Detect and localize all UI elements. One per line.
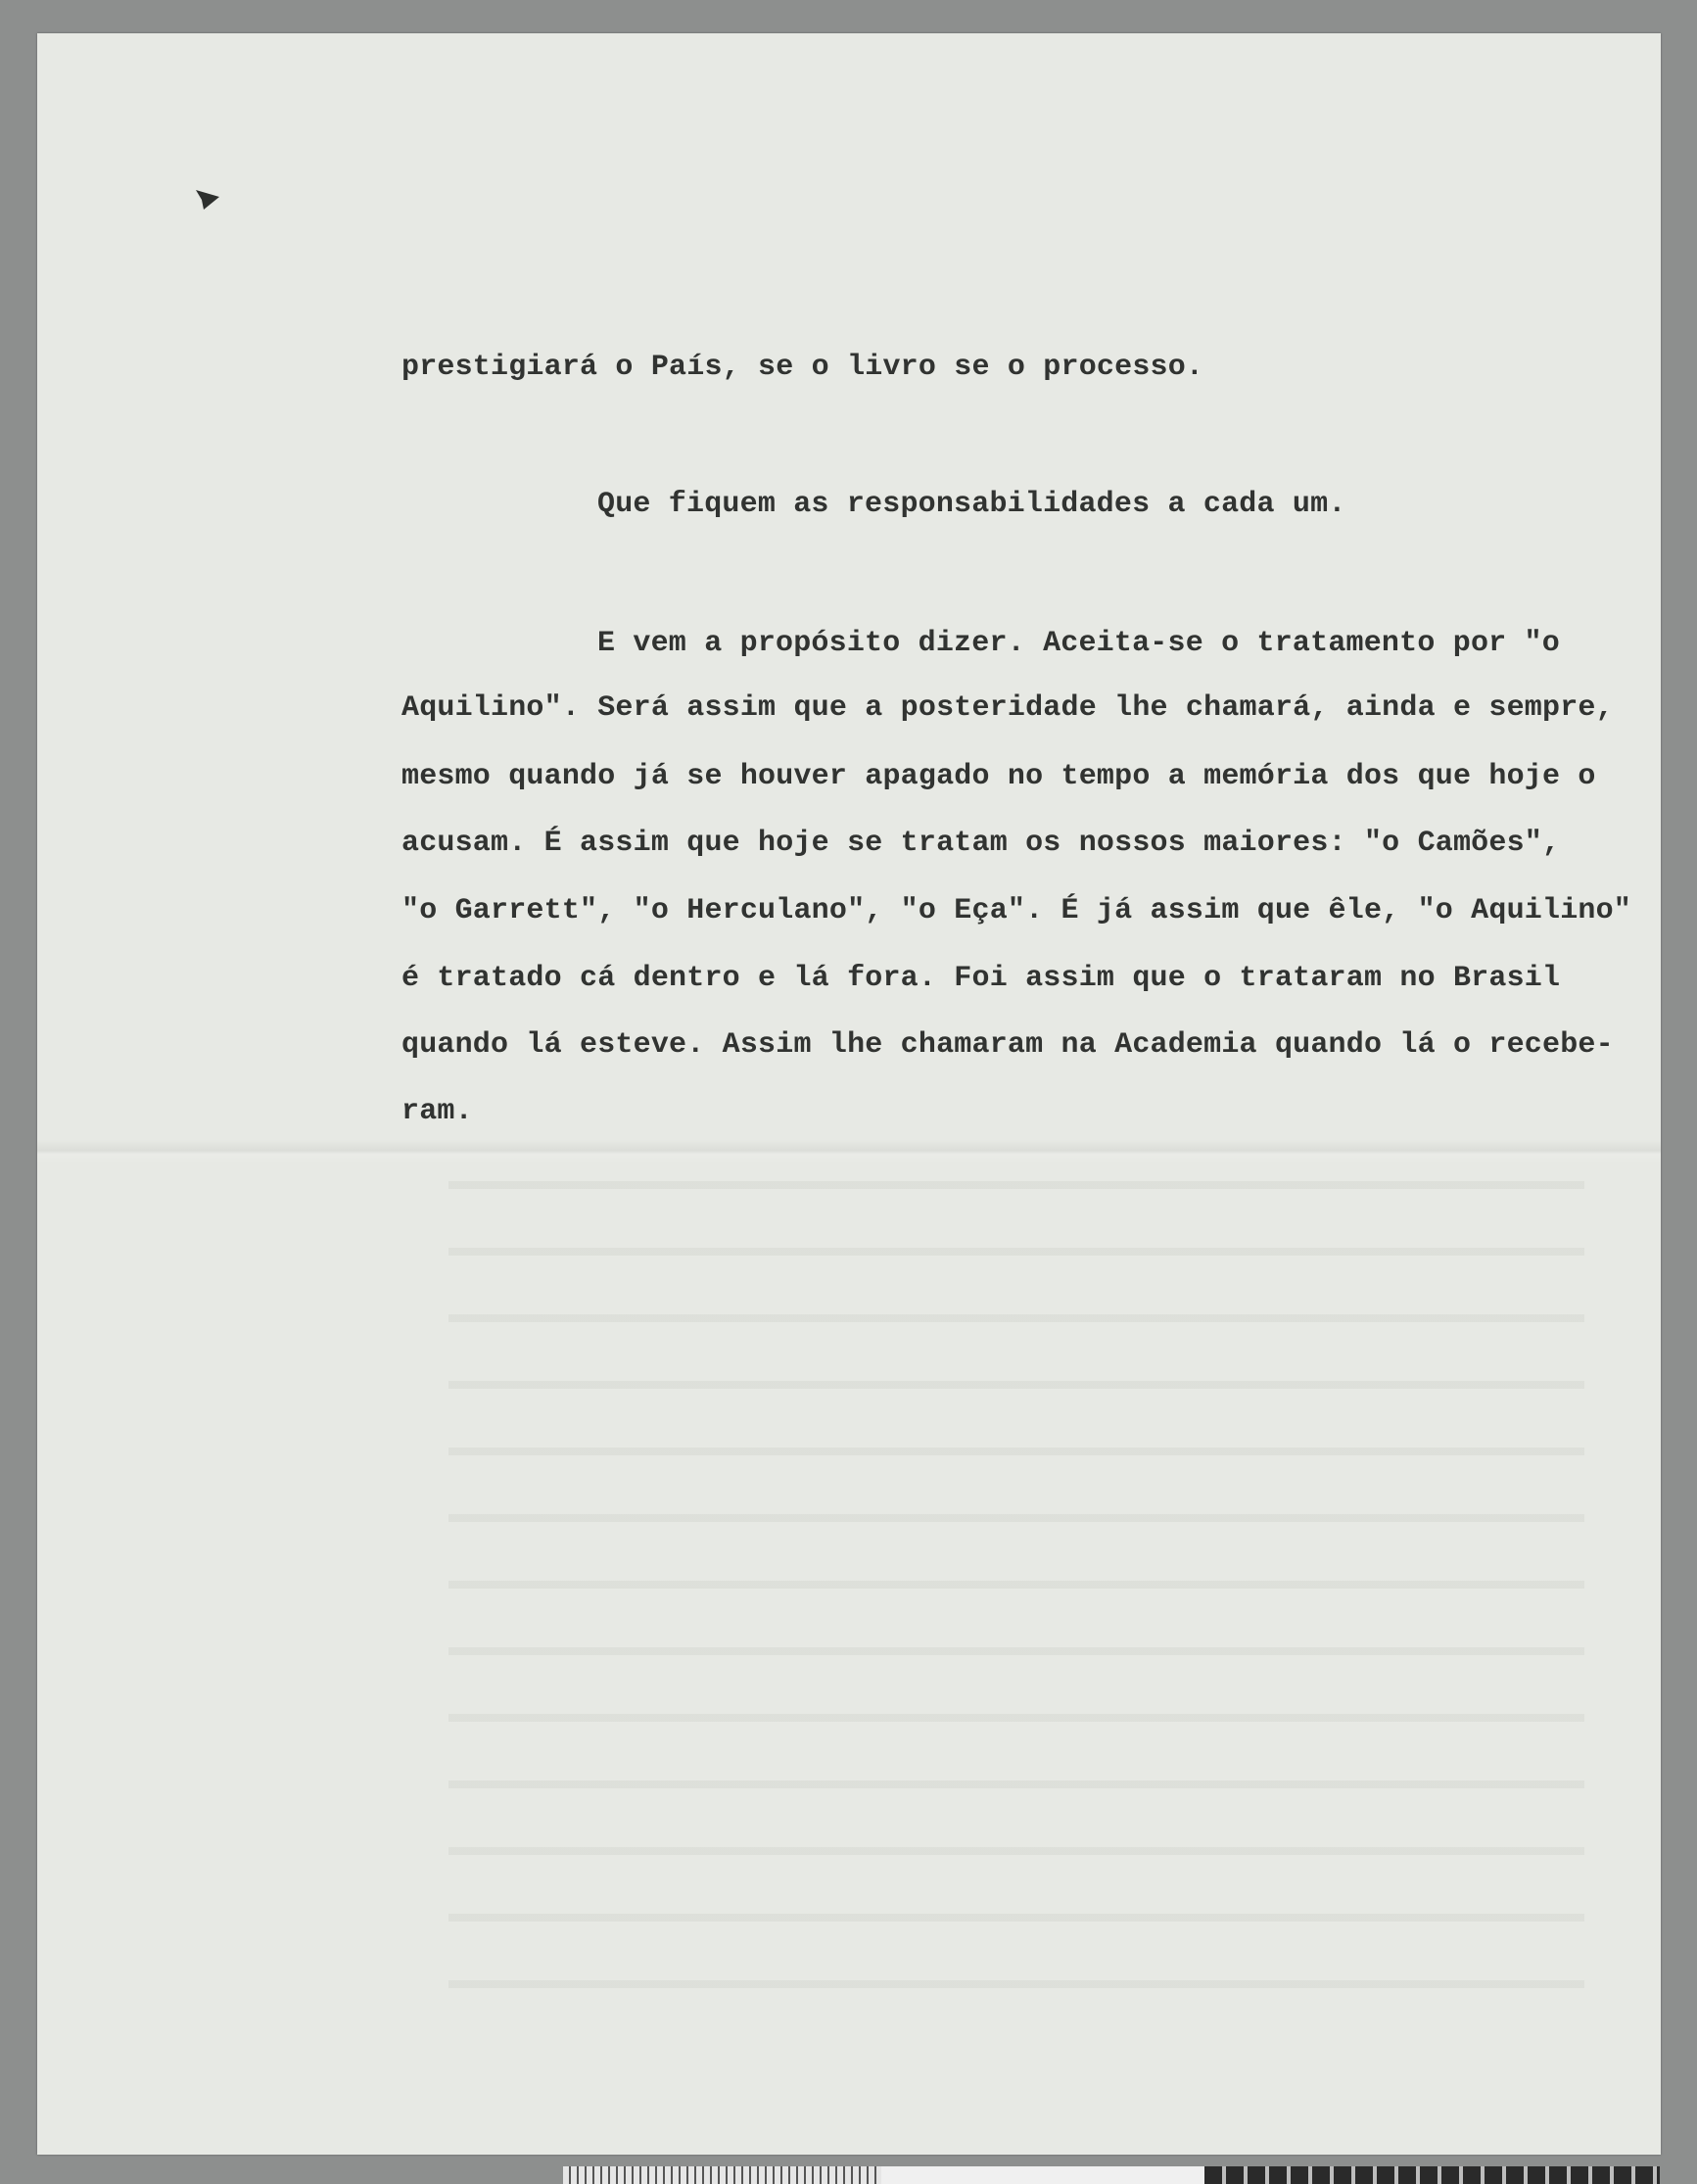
text-line: Aquilino". Será assim que a posteridade lhe chamará, ainda e sempre, [401, 691, 1614, 725]
show-through-text [448, 1130, 1584, 2041]
corner-mark-icon [196, 190, 219, 210]
text-line: "o Garrett", "o Herculano", "o Eça". É já assim que êle, "o Aquilino" [401, 894, 1632, 927]
text-line: ram. [401, 1095, 473, 1128]
text-line: prestigiará o País, se o livro se o processo. [401, 351, 1204, 384]
text-line: quando lá esteve. Assim lhe chamaram na Academia quando lá o recebe- [401, 1028, 1614, 1062]
text-line: mesmo quando já se houver apagado no tempo a memória dos que hoje o [401, 760, 1596, 793]
ruler-ticks [1204, 2166, 1660, 2184]
text-line: E vem a propósito dizer. Aceita-se o tratamento por "o [597, 627, 1560, 660]
text-line: acusam. É assim que hoje se tratam os nossos maiores: "o Camões", [401, 827, 1561, 860]
text-line: é tratado cá dentro e lá fora. Foi assim que o trataram no Brasil [401, 962, 1561, 995]
ruler-ticks [563, 2166, 881, 2184]
text-line: Que fiquem as responsabilidades a cada um. [597, 488, 1346, 521]
scale-ruler [563, 2166, 1660, 2184]
ruler-blank-segment [881, 2166, 1204, 2184]
